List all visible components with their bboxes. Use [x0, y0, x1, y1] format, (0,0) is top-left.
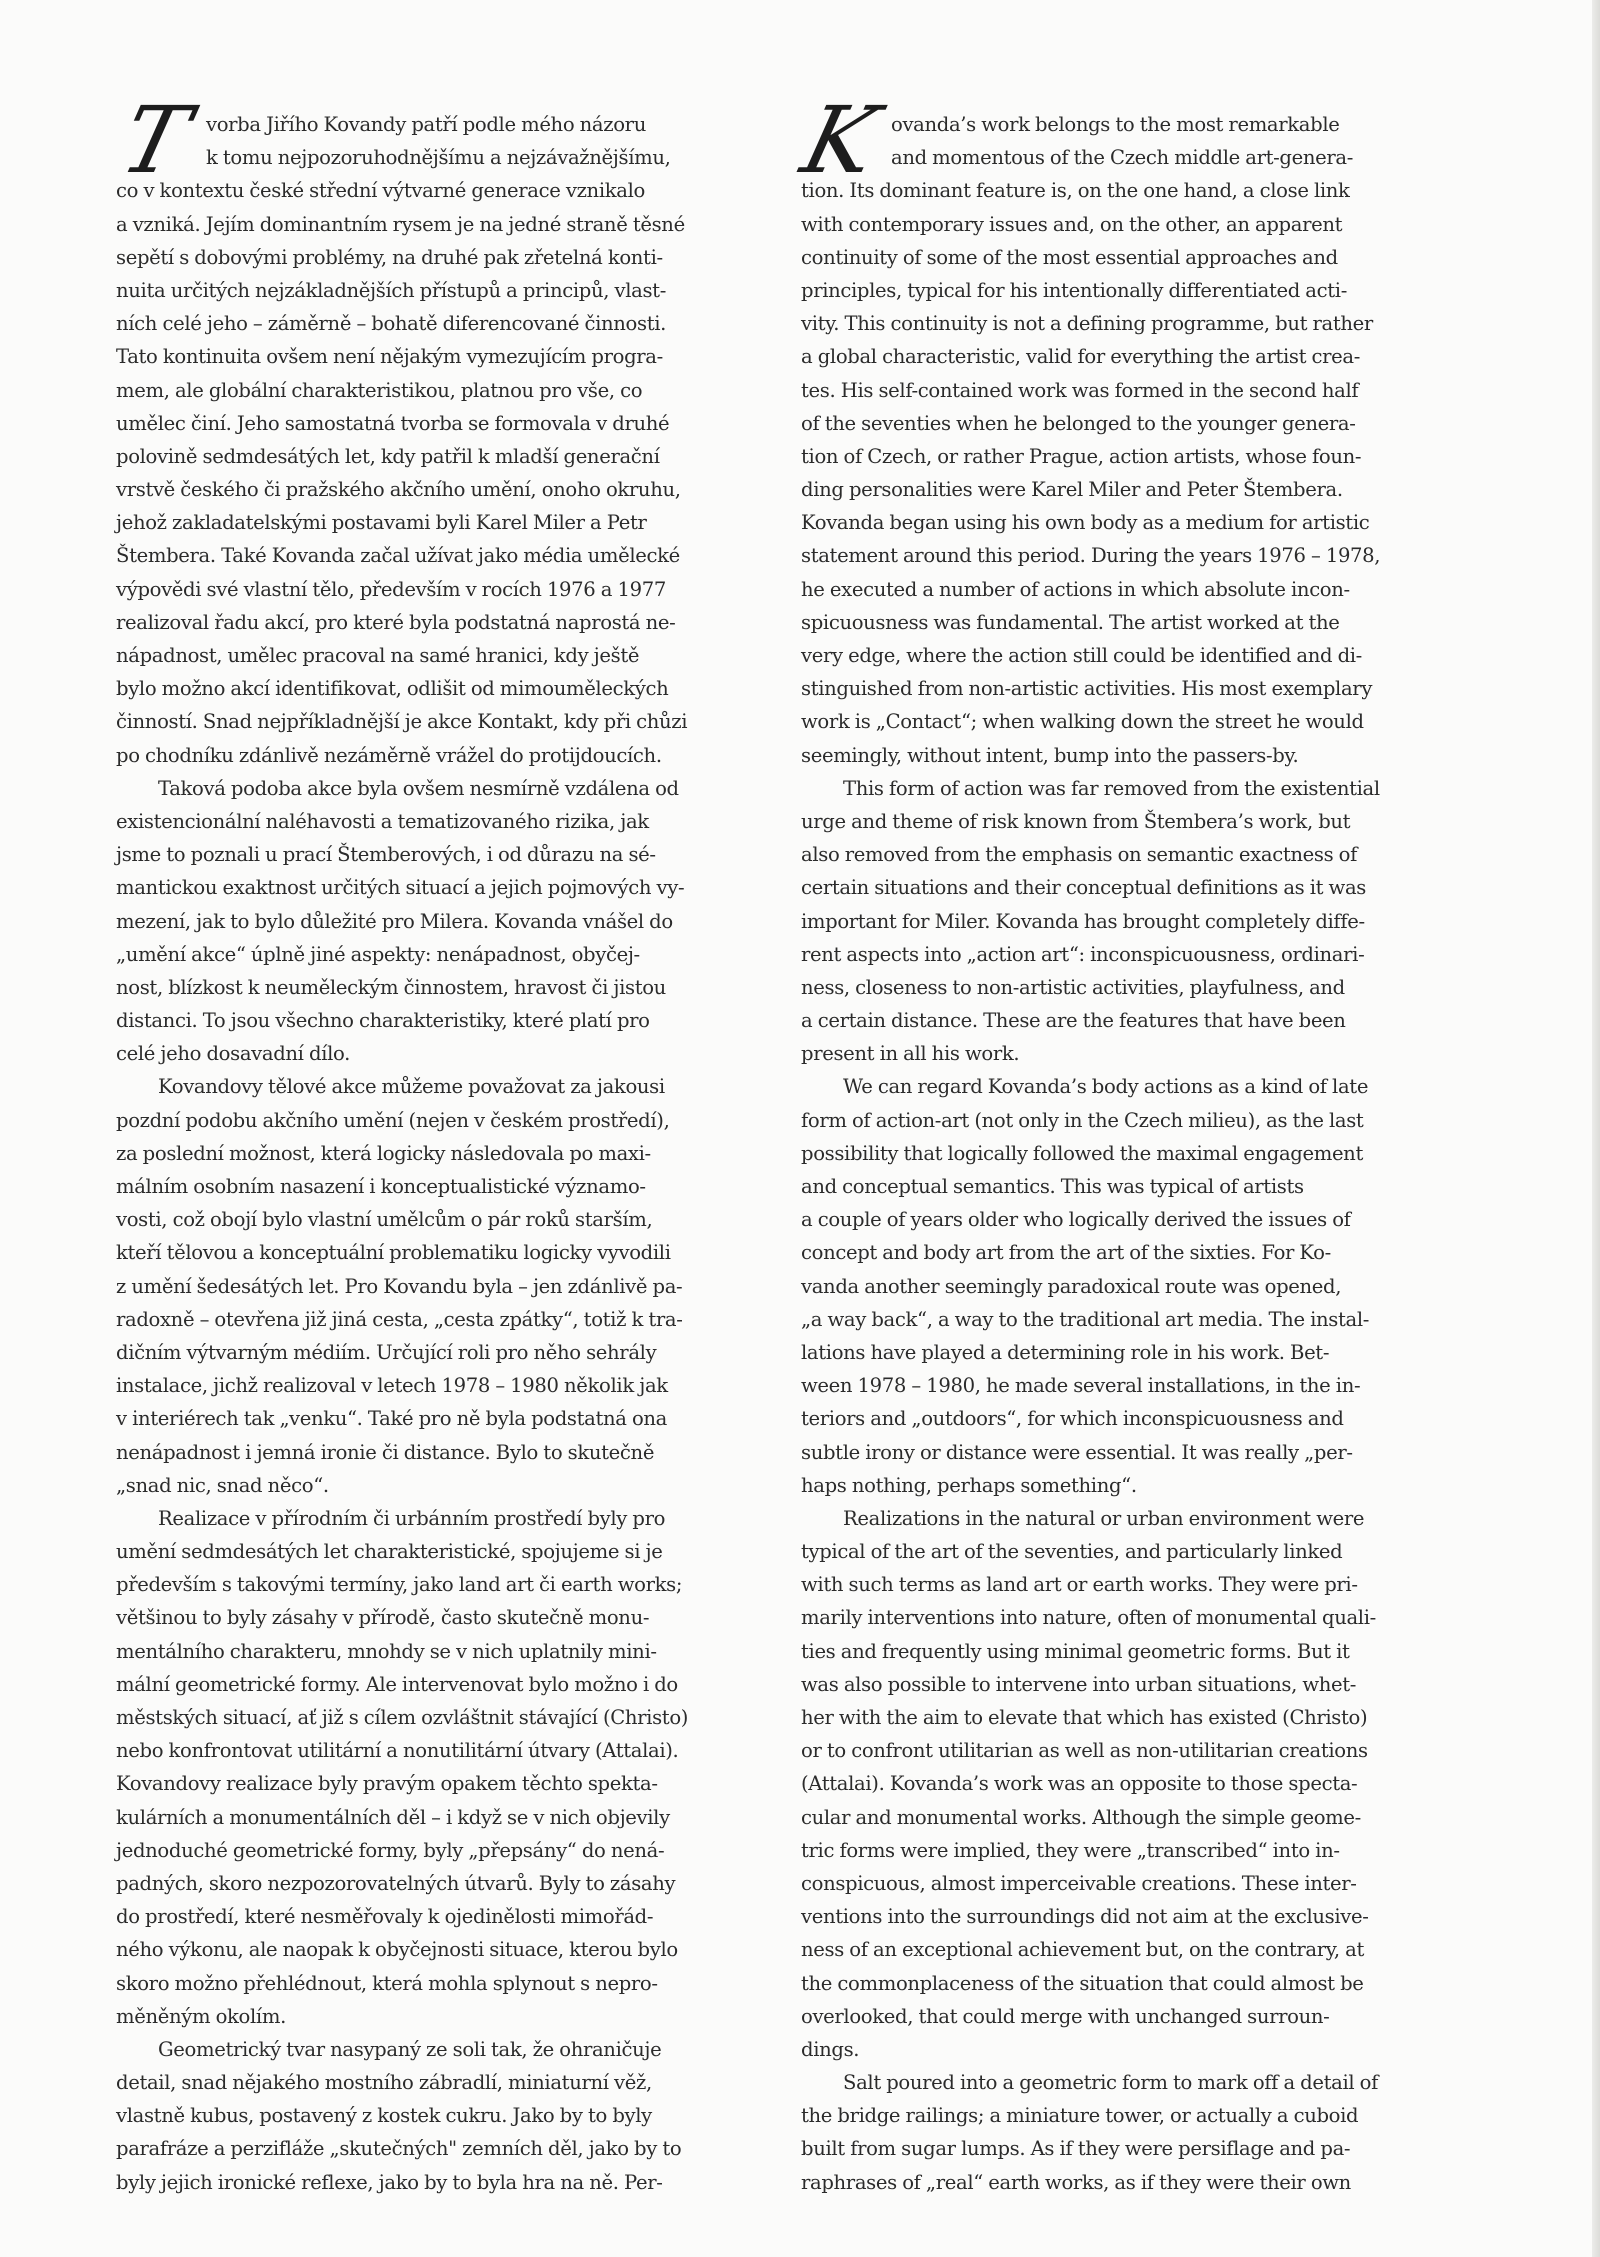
text-line: form of action-art (not only in the Czech milieu), as the last: [801, 1108, 1364, 1132]
text-line: very edge, where the action still could be identified and di-: [801, 644, 1362, 667]
text-line: vity. This continuity is not a defining programme, but rather: [801, 312, 1373, 336]
text-line: nebo konfrontovat utilitární a nonutilitární útvary (Attalai).: [116, 1739, 679, 1763]
text-line: ween 1978 – 1980, he made several installations, in the in-: [801, 1374, 1361, 1398]
text-line: principles, typical for his intentionally differentiated acti-: [801, 278, 1347, 302]
text-line: bylo možno akcí identifikovat, odlišit od mimouměleckých: [116, 677, 669, 701]
text-line: po chodníku zdánlivě nezáměrně vrážel do protijdoucích.: [116, 743, 662, 767]
text-line: ding personalities were Karel Miler and Peter Štembera.: [801, 478, 1343, 502]
text-line: statement around this period. During the years 1976 – 1978,: [801, 544, 1381, 568]
text-line: mentálního charakteru, mnohdy se v nich uplatnily mini-: [116, 1639, 657, 1663]
text-line: pozdní podobu akčního umění (nejen v českém prostředí),: [116, 1108, 670, 1132]
text-line: vosti, což obojí bylo vlastní umělcům o pár roků starším,: [116, 1208, 653, 1232]
text-line: Tato kontinuita ovšem není nějakým vymezujícím progra-: [116, 345, 663, 369]
text-line: do prostředí, které nesměřovaly k ojedinělosti mimořád-: [116, 1905, 654, 1929]
text-line: mezení, jak to bylo důležité pro Milera. Kovanda vnášel do: [116, 909, 673, 933]
text-line: urge and theme of risk known from Štembera’s work, but: [801, 809, 1351, 833]
text-line: We can regard Kovanda’s body actions as a kind of late: [843, 1075, 1369, 1099]
text-line: vrstvě českého či pražského akčního umění, onoho okruhu,: [116, 478, 681, 502]
text-line: ventions into the surroundings did not aim at the exclusive-: [801, 1905, 1369, 1929]
text-line: realizoval řadu akcí, pro které byla podstatná naprostá ne-: [116, 610, 676, 634]
english-text-body: [801, 108, 1441, 2199]
text-line: nenápadnost i jemná ironie či distance. Bylo to skutečně: [116, 1440, 655, 1464]
text-line: jehož zakladatelskými postavami byli Karel Miler a Petr: [116, 511, 647, 535]
text-line: dings.: [801, 2037, 860, 2061]
text-line: possibility that logically followed the maximal engagement: [801, 1141, 1363, 1165]
text-line: ovanda’s work belongs to the most remarkable: [891, 113, 1340, 136]
text-line: detail, snad nějakého mostního zábradlí, miniaturní věž,: [116, 2071, 652, 2095]
text-line: nost, blízkost k neuměleckým činnostem, hravost či jistou: [116, 975, 666, 999]
text-line: sepětí s dobovými problémy, na druhé pak zřetelná konti-: [116, 245, 663, 269]
text-line: conspicuous, almost imperceivable creations. These inter-: [801, 1871, 1357, 1895]
text-line: a global characteristic, valid for everything the artist crea-: [801, 345, 1361, 369]
text-line: certain situations and their conceptual definitions as it was: [801, 876, 1367, 900]
text-line: raphrases of „real“ earth works, as if they were their own: [801, 2170, 1351, 2194]
text-line: and momentous of the Czech middle art-genera-: [891, 146, 1353, 170]
text-line: parafráze a perzifláže „skutečných" zemních děl, jako by to: [116, 2137, 682, 2161]
text-line: byly jejich ironické reflexe, jako by to byla hra na ně. Per-: [116, 2170, 663, 2194]
drop-cap-t: T: [111, 87, 200, 194]
text-line: teriors and „outdoors“, for which inconspicuousness and: [801, 1407, 1344, 1431]
drop-cap-k: K: [792, 87, 888, 194]
czech-text-body: [116, 108, 756, 2199]
text-line: stinguished from non-artistic activities. His most exemplary: [801, 677, 1373, 701]
text-line: dičním výtvarným médiím. Určující roli pro něho sehrály: [116, 1340, 657, 1364]
text-line: „umění akce“ úplně jiné aspekty: nenápadnost, obyčej-: [116, 942, 640, 966]
text-line: tion of Czech, or rather Prague, action artists, whose foun-: [801, 444, 1362, 468]
text-line: the bridge railings; a miniature tower, or actually a cuboid: [801, 2104, 1359, 2128]
english-column: [792, 87, 1441, 2199]
text-line: seemingly, without intent, bump into the passers-by.: [801, 743, 1299, 767]
text-line: jsme to poznali u prací Štemberových, i od důrazu na sé-: [116, 843, 656, 867]
text-line: za poslední možnost, která logicky následovala po maxi-: [116, 1141, 651, 1165]
text-line: ties and frequently using minimal geometric forms. But it: [801, 1639, 1350, 1663]
text-line: and conceptual semantics. This was typical of artists: [801, 1175, 1304, 1198]
text-line: continuity of some of the most essential approaches and: [801, 245, 1338, 269]
text-line: Štembera. Také Kovanda začal užívat jako média umělecké: [116, 544, 680, 568]
text-line: Salt poured into a geometric form to mark off a detail of: [843, 2071, 1379, 2095]
text-line: ních celé jeho – záměrně – bohatě diferencované činnosti.: [116, 312, 667, 336]
text-line: jednoduché geometrické formy, byly „přepsány“ do nená-: [116, 1838, 665, 1862]
text-line: celé jeho dosavadní dílo.: [116, 1042, 350, 1066]
text-line: umění sedmdesátých let charakteristické, spojujeme si je: [116, 1540, 663, 1564]
text-line: mální geometrické formy. Ale intervenovat bylo možno i do: [116, 1672, 678, 1696]
text-line: mantickou exaktnost určitých situací a jejich pojmových vy-: [116, 876, 685, 900]
text-line: concept and body art from the art of the sixties. For Ko-: [801, 1241, 1331, 1265]
text-line: her with the aim to elevate that which has existed (Christo): [801, 1706, 1368, 1729]
text-line: Kovandovy tělové akce můžeme považovat za jakousi: [158, 1075, 665, 1099]
text-line: „a way back“, a way to the traditional art media. The instal-: [801, 1307, 1370, 1331]
text-line: distanci. To jsou všechno charakteristiky, které platí pro: [116, 1009, 650, 1033]
text-line: a vzniká. Jejím dominantním rysem je na jedné straně těsné: [116, 212, 685, 236]
text-line: important for Miler. Kovanda has brought completely diffe-: [801, 909, 1365, 933]
text-line: co v kontextu české střední výtvarné generace vznikalo: [116, 179, 645, 203]
text-line: málním osobním nasazení i konceptualistické významo-: [116, 1175, 646, 1198]
text-line: nápadnost, umělec pracoval na samé hranici, kdy ještě: [116, 644, 640, 667]
text-line: was also possible to intervene into urban situations, whet-: [801, 1672, 1357, 1696]
text-line: nuita určitých nejzákladnějších přístupů a principů, vlast-: [116, 278, 666, 302]
text-line: „snad nic, snad něco“.: [116, 1473, 329, 1497]
text-line: the commonplaceness of the situation that could almost be: [801, 1971, 1364, 1995]
text-line: tion. Its dominant feature is, on the one hand, a close link: [801, 179, 1350, 203]
text-line: haps nothing, perhaps something“.: [801, 1473, 1137, 1497]
text-line: mem, ale globální charakteristikou, platnou pro vše, co: [116, 378, 643, 402]
text-line: vorba Jiřího Kovandy patří podle mého názoru: [206, 113, 646, 136]
text-line: he executed a number of actions in which absolute incon-: [801, 577, 1350, 601]
text-line: městských situací, ať již s cílem ozvláštnit stávající (Christo): [116, 1706, 689, 1729]
text-line: work is „Contact“; when walking down the street he would: [801, 710, 1364, 734]
text-line: or to confront utilitarian as well as non-utilitarian creations: [801, 1739, 1368, 1763]
text-line: padných, skoro nezpozorovatelných útvarů. Byly to zásahy: [116, 1871, 676, 1895]
text-line: with contemporary issues and, on the other, an apparent: [801, 212, 1343, 236]
text-line: Realizations in the natural or urban environment were: [843, 1506, 1365, 1530]
text-line: ness of an exceptional achievement but, on the contrary, at: [801, 1938, 1365, 1962]
text-line: výpovědi své vlastní tělo, především v rocích 1976 a 1977: [116, 577, 666, 601]
text-line: především s takovými termíny, jako land art či earth works;: [116, 1573, 683, 1597]
text-line: kulárních a monumentálních děl – i když se v nich objevily: [116, 1805, 670, 1829]
text-line: of the seventies when he belonged to the younger genera-: [801, 411, 1356, 435]
text-line: spicuousness was fundamental. The artist worked at the: [801, 610, 1340, 634]
text-line: vanda another seemingly paradoxical route was opened,: [801, 1274, 1342, 1298]
text-line: a couple of years older who logically derived the issues of: [801, 1208, 1351, 1232]
text-line: cular and monumental works. Although the simple geome-: [801, 1805, 1361, 1829]
text-line: built from sugar lumps. As if they were persiflage and pa-: [801, 2137, 1351, 2161]
text-line: tes. His self-contained work was formed in the second half: [801, 378, 1359, 402]
text-line: umělec činí. Jeho samostatná tvorba se formovala v druhé: [116, 411, 670, 435]
text-line: Kovandovy realizace byly pravým opakem těchto spekta-: [116, 1772, 658, 1796]
text-line: Taková podoba akce byla ovšem nesmírně vzdálena od: [158, 776, 679, 800]
text-line: also removed from the emphasis on semantic exactness of: [801, 843, 1358, 867]
text-line: většinou to byly zásahy v přírodě, často skutečně monu-: [116, 1606, 650, 1630]
text-line: tric forms were implied, they were „transcribed“ into in-: [801, 1838, 1340, 1862]
text-line: k tomu nejpozoruhodnějšímu a nejzávažnějšímu,: [206, 146, 671, 170]
text-line: ného výkonu, ale naopak k obyčejnosti situace, kterou bylo: [116, 1938, 678, 1962]
text-line: This form of action was far removed from the existential: [843, 776, 1380, 800]
text-line: present in all his work.: [801, 1042, 1020, 1066]
text-line: lations have played a determining role in his work. Bet-: [801, 1340, 1330, 1364]
text-line: Kovanda began using his own body as a medium for artistic: [801, 511, 1370, 535]
text-line: skoro možno přehlédnout, která mohla splynout s nepro-: [116, 1971, 658, 1995]
text-line: marily interventions into nature, often of monumental quali-: [801, 1606, 1376, 1630]
text-line: činností. Snad nejpříkladnější je akce Kontakt, kdy při chůzi: [116, 710, 688, 734]
text-line: existencionální naléhavosti a tematizovaného rizika, jak: [116, 809, 649, 833]
text-line: Geometrický tvar nasypaný ze soli tak, že ohraničuje: [158, 2037, 662, 2061]
text-line: vlastně kubus, postavený z kostek cukru. Jako by to byly: [116, 2104, 652, 2128]
text-line: v interiérech tak „venku“. Také pro ně byla podstatná ona: [116, 1407, 668, 1431]
text-line: z umění šedesátých let. Pro Kovandu byla – jen zdánlivě pa-: [116, 1274, 683, 1298]
text-line: radoxně – otevřena již jiná cesta, „cesta zpátky“, totiž k tra-: [116, 1307, 683, 1331]
text-line: typical of the art of the seventies, and particularly linked: [801, 1540, 1343, 1564]
text-line: subtle irony or distance were essential. It was really „per-: [801, 1440, 1353, 1464]
text-line: rent aspects into „action art“: inconspicuousness, ordinari-: [801, 942, 1365, 966]
text-line: měněným okolím.: [116, 2004, 286, 2028]
czech-column: [111, 87, 756, 2199]
text-line: polovině sedmdesátých let, kdy patřil k mladší generační: [116, 444, 660, 468]
text-line: (Attalai). Kovanda’s work was an opposite to those specta-: [801, 1772, 1358, 1796]
text-line: ness, closeness to non-artistic activities, playfulness, and: [801, 975, 1345, 999]
text-line: a certain distance. These are the features that have been: [801, 1009, 1346, 1033]
page-edge-shadow: [1592, 0, 1600, 2257]
text-line: overlooked, that could merge with unchanged surroun-: [801, 2004, 1330, 2028]
text-line: with such terms as land art or earth works. They were pri-: [801, 1573, 1358, 1597]
text-line: kteří tělovou a konceptuální problematiku logicky vyvodili: [116, 1241, 671, 1265]
text-line: instalace, jichž realizoval v letech 1978 – 1980 několik jak: [116, 1374, 668, 1398]
text-line: Realizace v přírodním či urbánním prostředí byly pro: [158, 1506, 666, 1530]
